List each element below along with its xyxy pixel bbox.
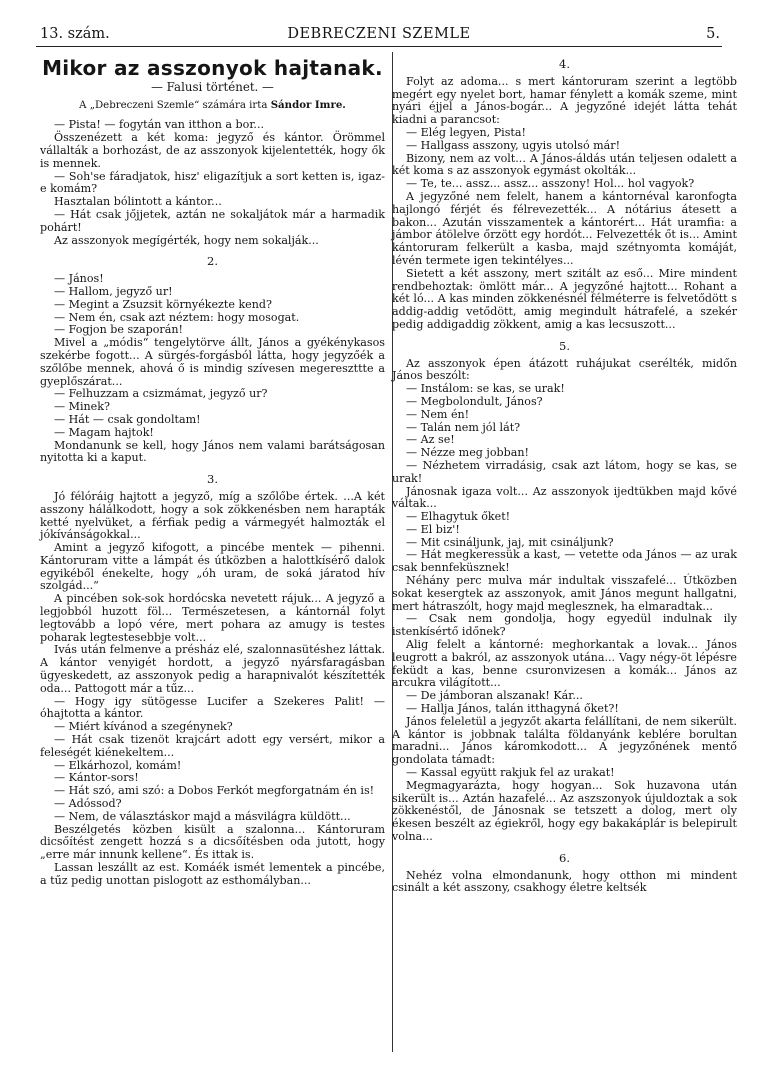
dialogue-line: — Nem én, csak azt néztem: hogy mosogat. (54, 310, 300, 324)
paragraph: Beszélgetés közben kisült a szalonna... Kántoruram dicsőítést zengett hozzá s a dicsőítésben oda jutott, hogy „erre már innunk kellene“. És ittak is. (40, 822, 385, 862)
dialogue-line: — Megint a Zsuzsit környékezte kend? (54, 297, 272, 311)
dialogue-line: — Elhagytuk őket! (406, 510, 511, 524)
paragraph: Jánosnak igaza volt... Az asszonyok ijedtükben majd kővé váltak... (392, 484, 737, 511)
dialogue-line: — Hallja János, talán itthagyná őket?! (406, 702, 619, 716)
dialogue-line: — Nem, de választáskor majd a másvilágra küldött... (54, 809, 351, 823)
dialogue-line: — Te, te... assz... assz... asszony! Hol... hol vagyok? (406, 177, 695, 191)
dialogue-line: — Az se! (406, 433, 455, 447)
section-3 (40, 473, 385, 888)
dialogue-line: — Fogjon be szaporán! (54, 323, 183, 337)
paragraph: Amint a jegyző kifogott, a pincébe mentek — pihenni. Kántoruram vitte a lámpát és útközben a halottkísérő dalok egyikéből énekelte, hogy „óh uram, de soká járatod hív szolgád...“ (40, 541, 385, 593)
paragraph: A pincében sok-sok hordócska nevetett rájuk... A jegyző a legjobból huzott föl... Természetesen, a kántornál folyt legtovább a lopó vére, mert pohara az amugy is testes poharak legtestesebbje volt... (40, 592, 385, 644)
journal-title: DEBRECZENI SZEMLE (287, 26, 471, 42)
dialogue-line: — Nézze meg jobban! (406, 446, 529, 460)
dialogue-line: — Hallom, jegyző ur! (54, 284, 173, 298)
article-credit (40, 99, 385, 113)
dialogue-line: — Minek? (54, 400, 110, 414)
paragraph: Ivás után felmenve a présház elé, szalonnasütéshez láttak. A kántor venyigét hordott, a jegyző nyársfaragásban ügyeskedett, az asszonyok pedig a harapnivalót készítették oda... Pattogott már a tűz... (40, 643, 385, 695)
dialogue-line: — Talán nem jól lát? (406, 420, 521, 434)
paragraph: Néhány perc mulva már indultak visszafelé... Útközben sokat kesergtek az asszonyok, amit János megunt hallgatni, mert hátraszólt, hogy majd meglesznek, ha elmaradtak... (392, 574, 737, 613)
section-number: 2. (207, 254, 218, 269)
dialogue-line: — Instálom: se kas, se urak! (406, 382, 565, 396)
section-5 (392, 340, 737, 844)
paragraph: János feleletül a jegyzőt akarta felállítani, de nem sikerült. A kántor is jobbnak találta földanyánk keblére borultan maradni... János káromkodott... A jegyzőnének mentő gondolata támadt: (392, 714, 737, 767)
dialogue-line: — Felhuzzam a csizmámat, jegyző ur? (54, 387, 268, 401)
dialogue-line: — Adóssod? (54, 797, 122, 811)
dialogue-line: — János! (54, 272, 104, 286)
dialogue-line: — Miért kívánod a szegénynek? (54, 720, 233, 734)
dialogue-line: — Nézhetem virradásig, csak azt látom, hogy se kas, se urak! (392, 458, 737, 485)
paragraph: Nehéz volna elmondanunk, hogy otthon mi mindent csinált a két asszony, csakhogy életre keltsék (392, 868, 737, 895)
paragraph: Az asszonyok épen átázott ruhájukat cserélték, midőn János beszólt: (392, 356, 737, 383)
right-column (392, 58, 737, 895)
issue-number: 13. szám. (40, 26, 110, 42)
dialogue-line: — De jámboran alszanak! Kár... (406, 689, 583, 703)
dialogue-line: — Soh'se fáradjatok, hisz' eligazítjuk a sort ketten is, igaz-e komám? (40, 169, 385, 196)
dialogue-line: — El biz'! (406, 522, 460, 536)
section-number: 3. (207, 472, 218, 487)
section-6 (392, 852, 737, 895)
paragraph: Hasztalan bólintott a kántor... (54, 195, 222, 209)
paragraph: Mondanunk se kell, hogy János nem valami barátságosan nyitotta ki a kaput. (40, 438, 385, 465)
paragraph: Alig felelt a kántorné: meghorkantak a lovak... János leugrott a bakról, az asszonyok utána... Vagy négy-öt lépésre feküdt a kas, benne csuronvizesen a komák... János az arcukra világított... (392, 638, 737, 690)
paragraph: Folyt az adoma... s mert kántoruram szerint a legtöbb megért egy nyelet bort, hamar fénylett a komák szeme, mint nyári éjjel a János-bogár... A jegyzőné idejét látta tehát kiadni a parancsot: (392, 74, 737, 127)
credit-prefix: A „Debreczeni Szemle“ számára irta (79, 99, 268, 111)
dialogue-line: — Hát szó, ami szó: a Dobos Ferkót megforgatnám én is! (54, 784, 375, 798)
paragraph: Megmagyarázta, hogy hogyan... Sok huzavona után sikerült is... Aztán hazafelé... Az aszszonyok újuldoztak a sok zökkenéstől, de Jánosnak se tetszett a dolog, mert oly ékesen beszélt az égiekről, hogy egy bakakáplár is belepirult volna... (392, 778, 737, 844)
dialogue-line: — Hát — csak gondoltam! (54, 412, 201, 426)
article-title: Mikor az asszonyok hajtanak. (42, 56, 383, 80)
section-number: 6. (559, 850, 570, 865)
dialogue-line: — Elkárhozol, komám! (54, 758, 182, 772)
paragraph: Mivel a „módis“ tengelytörve állt, János a gyékénykasos szekérbe fogott... A sürgés-forgásból látta, hogy jegyzőék a szőlőbe mennek, ahová ő is mindig szívesen megereszttte a gyeplőszárat... (40, 336, 385, 388)
dialogue-line: — Megbolondult, János? (406, 394, 543, 408)
author-name: Sándor Imre. (270, 98, 346, 111)
dialogue-line: — Hát csak jőjjetek, aztán ne sokaljátok már a harmadik pohárt! (40, 207, 385, 234)
section-number: 4. (559, 57, 570, 71)
dialogue-line: — Elég legyen, Pista! (406, 125, 526, 139)
section-1 (40, 119, 385, 247)
left-column (40, 58, 385, 888)
dialogue-line: — Magam hajtok! (54, 425, 154, 439)
paragraph: Jó félóráig hajtott a jegyző, míg a szőlőbe értek. ...A két asszony hálálkodott, hogy a sok zökkenésben nem harapták ketté nyelvüket, a férfiak pedig a vármegyét halmozták el jókívánságokkal... (40, 489, 385, 542)
dialogue-line: — Hát csak tizenöt krajcárt adott egy versért, mikor a feleségét kiénekeltem... (40, 733, 385, 759)
section-number: 5. (559, 338, 570, 353)
paragraph: A jegyzőné nem felelt, hanem a kántornéval karonfogta hajlongó férjét és félrevezették... A nótárius átesett a bakon... Azután visszamentek a kántorért... Hát uramfia: a jámbor átölelve őrzött egy hordót... Felvezették őt is... Amint kántoruram felkerült a kasba, majd szétnyomta komáját, lévén termete igen tekintélyes... (392, 189, 737, 267)
dialogue-line: — Pista! — fogytán van itthon a bor... (54, 118, 264, 132)
page-header (36, 14, 722, 47)
dialogue-line: — Kántor-sors! (54, 771, 139, 785)
paragraph: Lassan leszállt az est. Komáék ismét lementek a pincébe, a tűz pedig unottan pislogott az esthomályban... (40, 861, 385, 887)
article-subtitle: — Falusi történet. — (151, 79, 274, 94)
paragraph: Sietett a két asszony, mert szitált az eső... Mire mindent rendbehoztak: ömlött már... A jegyzőné hajtott... Rohant a két ló... A kas minden zökkenésnél félméterre is felvetődött s addig-addig vetődött, amig megindult hátrafelé, a szekér pedig addigaddig zökkent, amig a kas lecsuszott... (392, 266, 737, 331)
dialogue-line: — Hallgass asszony, ugyis utolsó már! (406, 138, 621, 152)
dialogue-line: — Hát megkeressük a kast, — vetette oda János — az urak csak bennfeküsznek! (392, 548, 737, 575)
section-2 (40, 255, 385, 465)
paragraph: Bizony, nem az volt... A János-áldás után teljesen odalett a két koma s az asszonyok egymást okolták... (392, 151, 737, 178)
dialogue-line: — Mit csináljunk, jaj, mit csináljunk? (406, 535, 614, 549)
dialogue-line: — Kassal együtt rakjuk fel az urakat! (406, 766, 615, 780)
paragraph: Összenézett a két koma: jegyző és kántor. Örömmel vállalták a borhozást, de az asszonyok kijelentették, hogy ők is mennek. (40, 131, 385, 170)
dialogue-line: — Hogy igy sütögesse Lucifer a Szekeres Palit! — óhajtotta a kántor. (40, 694, 385, 721)
dialogue-line: — Nem én! (406, 407, 470, 421)
dialogue-line: — Csak nem gondolja, hogy egyedül indulnak ily istenkísértő időnek? (392, 612, 737, 639)
section-4 (392, 58, 737, 332)
paragraph: Az asszonyok megígérték, hogy nem sokalják... (54, 233, 319, 247)
page-number: 5. (706, 26, 720, 42)
